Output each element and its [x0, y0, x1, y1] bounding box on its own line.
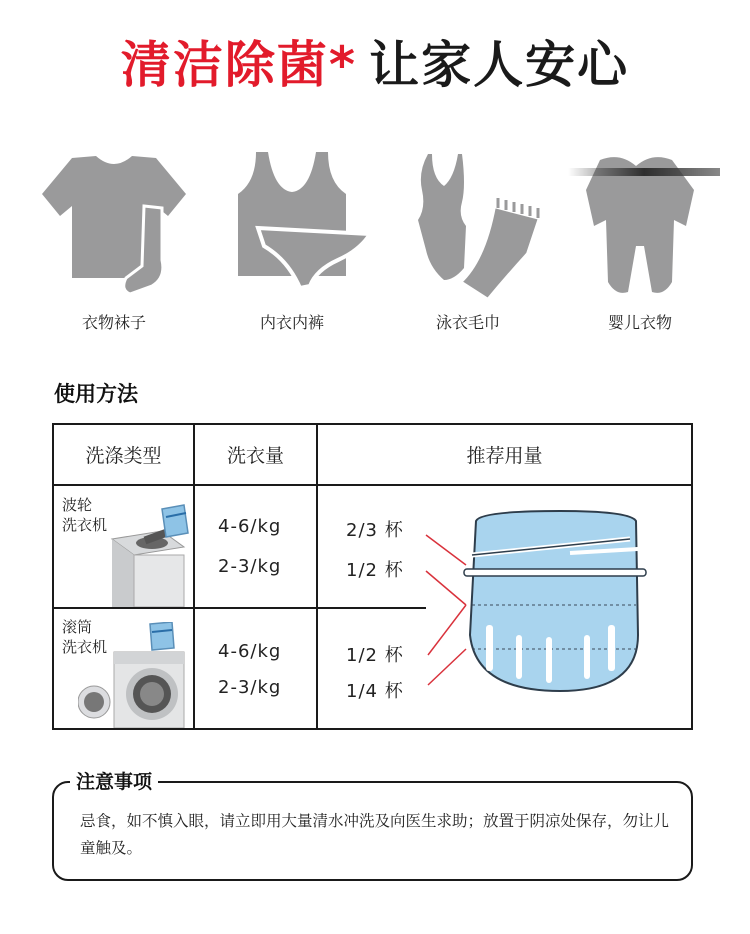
category-label-baby-clothes: 婴儿衣物	[607, 313, 672, 332]
front-loader-washing-machine-icon	[78, 622, 192, 728]
type-line: 滚筒	[62, 618, 93, 636]
header-wash-type: 洗涤类型	[85, 445, 162, 467]
category-label-underwear: 内衣内裤	[259, 313, 324, 332]
load-value: 2-3/kg	[218, 677, 282, 698]
title-highlight: 清洁除菌*	[120, 36, 358, 94]
usage-heading: 使用方法	[54, 382, 138, 406]
measuring-cup-icon	[420, 505, 660, 705]
wash-type-top-loader	[62, 495, 107, 535]
table-divider	[52, 484, 693, 486]
header-load: 洗衣量	[226, 445, 284, 467]
category-label-clothes-socks: 衣物袜子	[81, 313, 146, 332]
load-value: 4-6/kg	[218, 641, 282, 662]
top-loader-washing-machine-icon	[104, 503, 192, 607]
title-main: 让家人安心	[369, 36, 630, 94]
header-dose: 推荐用量	[466, 445, 543, 467]
table-divider	[52, 607, 426, 609]
load-value: 4-6/kg	[218, 516, 282, 537]
notes-text: 忌食，如不慎入眼，请立即用大量清水冲洗及向医生求助；放置于阴凉处保存，勿让儿童触及。	[80, 812, 670, 857]
type-line: 洗衣机	[62, 516, 108, 534]
underwear-icon	[212, 150, 372, 300]
dose-value: 1/2 杯	[346, 645, 404, 666]
type-line: 洗衣机	[62, 638, 108, 656]
load-value: 2-3/kg	[218, 556, 282, 577]
dose-value: 1/4 杯	[346, 681, 404, 702]
swimsuit-towel-icon	[388, 150, 548, 300]
type-line: 波轮	[62, 496, 93, 514]
dose-value: 2/3 杯	[346, 520, 404, 541]
baby-romper-icon	[560, 150, 720, 300]
page-title	[0, 30, 750, 100]
tshirt-sock-icon	[34, 150, 194, 300]
category-label-swimsuit-towel: 泳衣毛巾	[435, 313, 500, 332]
notes-heading: 注意事项	[70, 767, 158, 794]
dose-value: 1/2 杯	[346, 560, 404, 581]
